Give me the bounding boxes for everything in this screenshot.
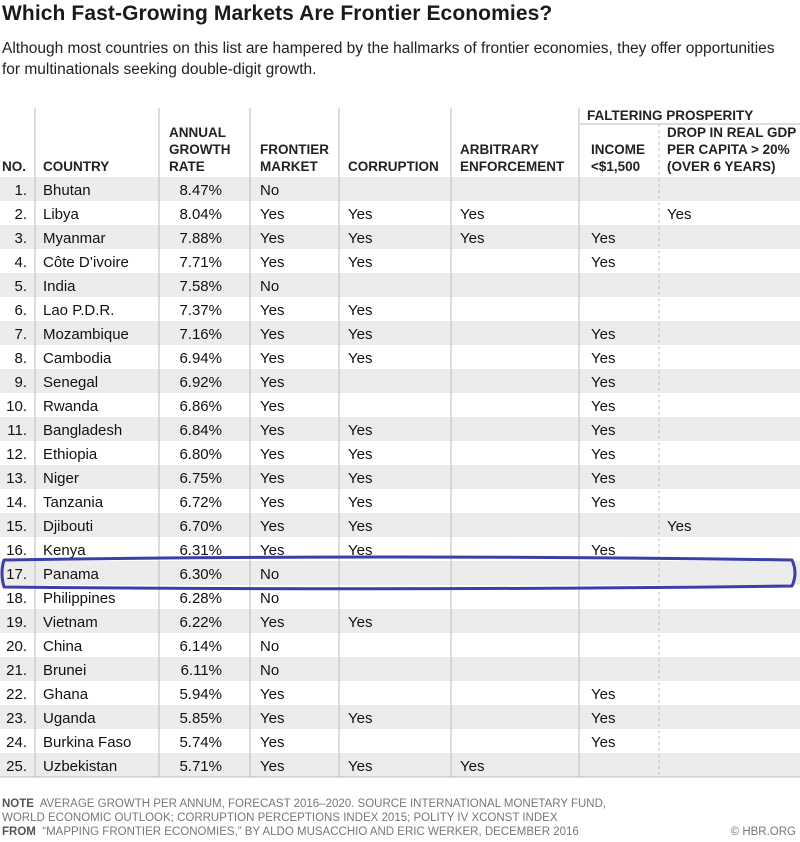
cell-no: 9. (14, 374, 27, 391)
cell-frontier-market: Yes (260, 350, 285, 367)
header-growth-rate: GROWTH (169, 142, 231, 157)
cell-no: 6. (14, 302, 27, 319)
cell-frontier-market: Yes (260, 422, 285, 439)
cell-growth-rate: 7.71% (179, 254, 222, 271)
header-arbitrary-enforcement: ENFORCEMENT (460, 159, 565, 174)
cell-no: 3. (14, 230, 27, 247)
cell-corruption: Yes (348, 614, 373, 631)
cell-income: Yes (591, 398, 616, 415)
note-line-2: WORLD ECONOMIC OUTLOOK; CORRUPTION PERCEPTIONS INDEX 2015; POLITY IV XCONST INDEX (2, 812, 558, 824)
cell-frontier-market: Yes (260, 230, 285, 247)
cell-corruption: Yes (348, 254, 373, 271)
cell-country: Lao P.D.R. (43, 302, 115, 319)
cell-frontier-market: No (260, 182, 280, 199)
cell-growth-rate: 6.22% (179, 614, 222, 631)
cell-frontier-market: Yes (260, 758, 285, 775)
cell-corruption: Yes (348, 518, 373, 535)
cell-arbitrary-enforcement: Yes (460, 206, 485, 223)
cell-growth-rate: 5.71% (179, 758, 222, 775)
cell-frontier-market: Yes (260, 398, 285, 415)
cell-frontier-market: Yes (260, 374, 285, 391)
cell-growth-rate: 7.37% (179, 302, 222, 319)
row-stripe (0, 609, 800, 633)
header-faltering-prosperity: FALTERING PROSPERITY (587, 108, 754, 123)
cell-income: Yes (591, 254, 616, 271)
note-line-1 (2, 797, 798, 811)
cell-income: Yes (591, 542, 616, 559)
cell-corruption: Yes (348, 494, 373, 511)
cell-income: Yes (591, 230, 616, 247)
row-stripe (0, 177, 800, 201)
cell-growth-rate: 6.28% (179, 590, 222, 607)
cell-no: 15. (6, 518, 27, 535)
row-stripe (0, 225, 800, 249)
row-stripe (0, 753, 800, 777)
note-text-1: AVERAGE GROWTH PER ANNUM, FORECAST 2016–2020. SOURCE INTERNATIONAL MONETARY FUND, (39, 798, 607, 810)
header-gdp-drop: (OVER 6 YEARS) (667, 159, 776, 174)
cell-income: Yes (591, 446, 616, 463)
cell-frontier-market: Yes (260, 686, 285, 703)
header-corruption: CORRUPTION (348, 159, 439, 174)
cell-frontier-market: Yes (260, 446, 285, 463)
cell-frontier-market: No (260, 662, 280, 679)
chart-title: Which Fast-Growing Markets Are Frontier Economies? (2, 2, 553, 25)
chart-notes (2, 797, 798, 839)
cell-frontier-market: Yes (260, 614, 285, 631)
cell-frontier-market: Yes (260, 494, 285, 511)
cell-no: 2. (14, 206, 27, 223)
cell-country: Myanmar (43, 230, 106, 247)
cell-country: Panama (43, 566, 99, 583)
cell-growth-rate: 6.11% (180, 662, 222, 679)
cell-growth-rate: 6.80% (179, 446, 222, 463)
cell-corruption: Yes (348, 206, 373, 223)
cell-no: 5. (14, 278, 27, 295)
cell-growth-rate: 6.30% (179, 566, 222, 583)
cell-income: Yes (591, 494, 616, 511)
cell-country: Philippines (43, 590, 116, 607)
cell-no: 19. (6, 614, 27, 631)
chart-subtitle: Although most countries on this list are hampered by the hallmarks of frontier economies, they offer opportunities for multinationals seeking double-digit growth. (2, 40, 775, 78)
cell-growth-rate: 7.88% (179, 230, 222, 247)
cell-income: Yes (591, 470, 616, 487)
cell-frontier-market: Yes (260, 710, 285, 727)
cell-corruption: Yes (348, 422, 373, 439)
cell-frontier-market: No (260, 638, 280, 655)
cell-no: 11. (7, 422, 27, 439)
cell-arbitrary-enforcement: Yes (460, 230, 485, 247)
header-frontier-market: MARKET (260, 159, 318, 174)
header-income: <$1,500 (591, 159, 641, 174)
cell-frontier-market: Yes (260, 302, 285, 319)
cell-country: Djibouti (43, 518, 94, 535)
cell-country: Ethiopia (43, 446, 98, 463)
header-gdp-drop: PER CAPITA > 20% (667, 142, 790, 157)
header-gdp-drop: DROP IN REAL GDP (667, 125, 797, 140)
from-text: “MAPPING FRONTIER ECONOMIES,” BY ALDO MUSACCHIO AND ERIC WERKER, DECEMBER 2016 (42, 826, 579, 838)
cell-country: Senegal (43, 374, 99, 391)
header-arbitrary-enforcement: ARBITRARY (460, 142, 539, 157)
cell-no: 1. (14, 182, 27, 199)
cell-country: Rwanda (43, 398, 99, 415)
credit: © HBR.ORG (730, 826, 796, 838)
row-stripe (0, 465, 800, 489)
cell-corruption: Yes (348, 230, 373, 247)
cell-no: 13. (6, 470, 27, 487)
cell-growth-rate: 6.70% (179, 518, 222, 535)
cell-country: Burkina Faso (43, 734, 132, 751)
cell-corruption: Yes (348, 326, 373, 343)
row-stripe (0, 273, 800, 297)
cell-corruption: Yes (348, 542, 373, 559)
header-country: COUNTRY (43, 159, 110, 174)
cell-no: 4. (14, 254, 27, 271)
cell-growth-rate: 8.47% (179, 182, 222, 199)
row-stripe (0, 705, 800, 729)
cell-income: Yes (591, 422, 616, 439)
from-label: FROM (2, 826, 36, 838)
header-no: NO. (2, 159, 27, 174)
cell-frontier-market: No (260, 278, 280, 295)
cell-country: China (43, 638, 83, 655)
cell-growth-rate: 5.94% (179, 686, 222, 703)
cell-corruption: Yes (348, 470, 373, 487)
cell-country: Bangladesh (43, 422, 123, 439)
cell-country: Mozambique (43, 326, 129, 343)
from-line (2, 825, 798, 839)
cell-growth-rate: 6.92% (179, 374, 222, 391)
cell-no: 21. (6, 662, 27, 679)
cell-no: 25. (6, 758, 27, 775)
cell-no: 23. (6, 710, 27, 727)
cell-income: Yes (591, 686, 616, 703)
cell-country: Kenya (43, 542, 86, 559)
cell-no: 7. (14, 326, 27, 343)
row-stripe (0, 561, 800, 585)
cell-corruption: Yes (348, 446, 373, 463)
cell-country: Niger (43, 470, 79, 487)
cell-frontier-market: Yes (260, 470, 285, 487)
cell-country: Bhutan (43, 182, 91, 199)
cell-growth-rate: 7.58% (179, 278, 222, 295)
cell-country: Cambodia (43, 350, 112, 367)
cell-corruption: Yes (348, 758, 373, 775)
cell-no: 10. (6, 398, 27, 415)
header-income: INCOME (591, 142, 645, 157)
cell-growth-rate: 6.72% (179, 494, 222, 511)
cell-growth-rate: 6.31% (179, 542, 222, 559)
cell-growth-rate: 6.84% (179, 422, 222, 439)
cell-frontier-market: Yes (260, 326, 285, 343)
cell-growth-rate: 5.74% (179, 734, 222, 751)
cell-frontier-market: No (260, 566, 280, 583)
cell-no: 18. (6, 590, 27, 607)
row-stripe (0, 657, 800, 681)
cell-growth-rate: 6.86% (179, 398, 222, 415)
cell-growth-rate: 6.94% (179, 350, 222, 367)
cell-corruption: Yes (348, 710, 373, 727)
cell-growth-rate: 6.14% (179, 638, 222, 655)
cell-country: India (43, 278, 76, 295)
row-stripe (0, 369, 800, 393)
cell-no: 17. (6, 566, 27, 583)
cell-country: Côte D’ivoire (43, 254, 129, 271)
cell-income: Yes (591, 710, 616, 727)
cell-no: 20. (6, 638, 27, 655)
cell-no: 14. (6, 494, 27, 511)
cell-gdp-drop: Yes (667, 518, 692, 535)
cell-no: 12. (6, 446, 27, 463)
cell-income: Yes (591, 326, 616, 343)
cell-frontier-market: Yes (260, 254, 285, 271)
cell-frontier-market: Yes (260, 206, 285, 223)
cell-no: 8. (14, 350, 27, 367)
header-frontier-market: FRONTIER (260, 142, 329, 157)
cell-growth-rate: 7.16% (179, 326, 222, 343)
header-growth-rate: ANNUAL (169, 125, 226, 140)
header-growth-rate: RATE (169, 159, 205, 174)
cell-country: Ghana (43, 686, 89, 703)
cell-frontier-market: Yes (260, 734, 285, 751)
cell-no: 16. (6, 542, 27, 559)
cell-arbitrary-enforcement: Yes (460, 758, 485, 775)
cell-frontier-market: Yes (260, 542, 285, 559)
cell-country: Libya (43, 206, 79, 223)
cell-growth-rate: 8.04% (179, 206, 222, 223)
cell-country: Uzbekistan (43, 758, 118, 775)
cell-corruption: Yes (348, 302, 373, 319)
cell-country: Vietnam (43, 614, 98, 631)
cell-country: Uganda (43, 710, 96, 727)
cell-growth-rate: 6.75% (179, 470, 222, 487)
cell-gdp-drop: Yes (667, 206, 692, 223)
cell-corruption: Yes (348, 350, 373, 367)
cell-no: 24. (6, 734, 27, 751)
note-label: NOTE (2, 798, 34, 810)
cell-country: Tanzania (43, 494, 104, 511)
cell-income: Yes (591, 734, 616, 751)
cell-income: Yes (591, 350, 616, 367)
cell-frontier-market: Yes (260, 518, 285, 535)
cell-frontier-market: No (260, 590, 280, 607)
cell-no: 22. (6, 686, 27, 703)
cell-country: Brunei (43, 662, 87, 679)
cell-growth-rate: 5.85% (179, 710, 222, 727)
cell-income: Yes (591, 374, 616, 391)
